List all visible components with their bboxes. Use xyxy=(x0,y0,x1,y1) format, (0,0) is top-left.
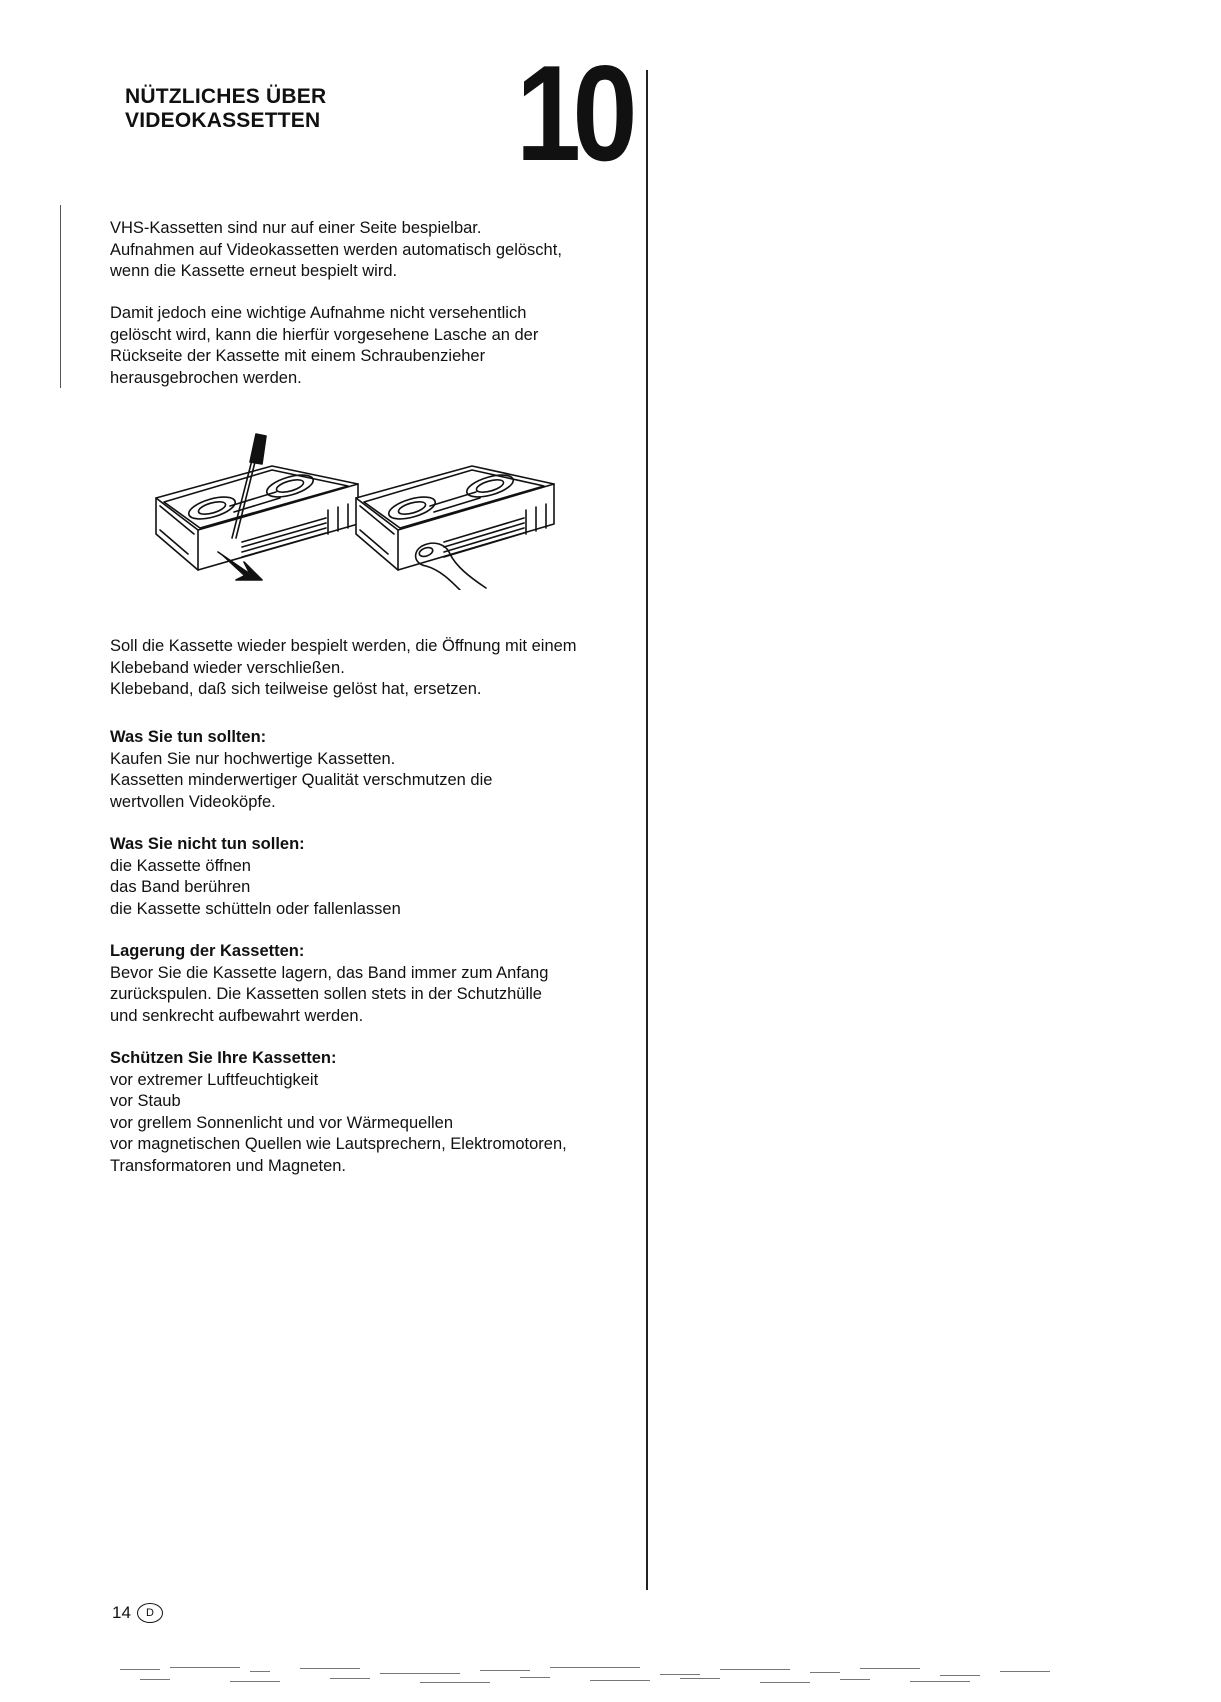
cassette-with-screwdriver xyxy=(156,434,358,580)
page-title xyxy=(125,85,326,133)
cassette-illustration xyxy=(150,430,600,590)
text-line: Damit jedoch eine wichtige Aufnahme nicht versehentlich xyxy=(110,304,527,322)
text-line: die Kassette schütteln oder fallenlassen xyxy=(110,899,401,918)
text-line: VHS-Kassetten sind nur auf einer Seite bespielbar. xyxy=(110,219,482,237)
language-badge: D xyxy=(137,1603,163,1623)
scan-noise xyxy=(120,1665,1070,1685)
text-line: Kaufen Sie nur hochwertige Kassetten. xyxy=(110,749,396,768)
page-title-line-1: NÜTZLICHES ÜBER xyxy=(125,85,327,108)
cassette-with-finger xyxy=(356,466,554,590)
section-heading: Was Sie nicht tun sollen: xyxy=(110,835,305,853)
text-line: Soll die Kassette wieder bespielt werden, die Öffnung mit einem xyxy=(110,637,577,655)
section-storage xyxy=(110,941,640,1027)
intro-paragraph-2 xyxy=(110,303,640,389)
text-line: und senkrecht aufbewahrt werden. xyxy=(110,1006,364,1025)
chapter-number: 10 xyxy=(516,37,629,189)
text-line: Rückseite der Kassette mit einem Schraubenzieher xyxy=(110,347,486,365)
text-line: wenn die Kassette erneut bespielt wird. xyxy=(110,262,398,280)
section-heading: Lagerung der Kassetten: xyxy=(110,942,305,960)
text-line: vor Staub xyxy=(110,1092,181,1110)
section-protect xyxy=(110,1048,640,1177)
page-title-line-2: VIDEOKASSETTEN xyxy=(125,109,321,132)
section-dont xyxy=(110,834,640,920)
text-line: wertvollen Videoköpfe. xyxy=(110,792,276,811)
text-line: Aufnahmen auf Videokassetten werden automatisch gelöscht, xyxy=(110,240,562,259)
text-line: die Kassette öffnen xyxy=(110,856,251,875)
text-line: das Band berühren xyxy=(110,878,251,896)
column-divider xyxy=(646,70,648,1590)
text-line: Bevor Sie die Kassette lagern, das Band immer zum Anfang xyxy=(110,963,549,982)
intro-paragraph-1 xyxy=(110,218,640,283)
section-heading: Was Sie tun sollten: xyxy=(110,728,267,746)
after-figure-paragraph xyxy=(110,636,640,701)
text-line: vor magnetischen Quellen wie Lautsprechern, Elektromotoren, xyxy=(110,1135,567,1153)
text-line: vor extremer Luftfeuchtigkeit xyxy=(110,1070,319,1089)
page-number: 14 xyxy=(112,1603,131,1622)
text-line: vor grellem Sonnenlicht und vor Wärmequellen xyxy=(110,1113,454,1132)
section-heading: Schützen Sie Ihre Kassetten: xyxy=(110,1049,337,1067)
text-line: Klebeband, daß sich teilweise gelöst hat, ersetzen. xyxy=(110,680,482,698)
text-line: Klebeband wieder verschließen. xyxy=(110,658,345,677)
section-do xyxy=(110,727,640,813)
text-line: Transformatoren und Magneten. xyxy=(110,1156,347,1175)
text-line: zurückspulen. Die Kassetten sollen stets in der Schutzhülle xyxy=(110,985,542,1003)
text-line: herausgebrochen werden. xyxy=(110,368,302,387)
text-line: gelöscht wird, kann die hierfür vorgesehene Lasche an der xyxy=(110,325,539,344)
text-line: Kassetten minderwertiger Qualität verschmutzen die xyxy=(110,771,493,789)
page-footer xyxy=(112,1603,163,1623)
change-bar xyxy=(60,205,61,388)
